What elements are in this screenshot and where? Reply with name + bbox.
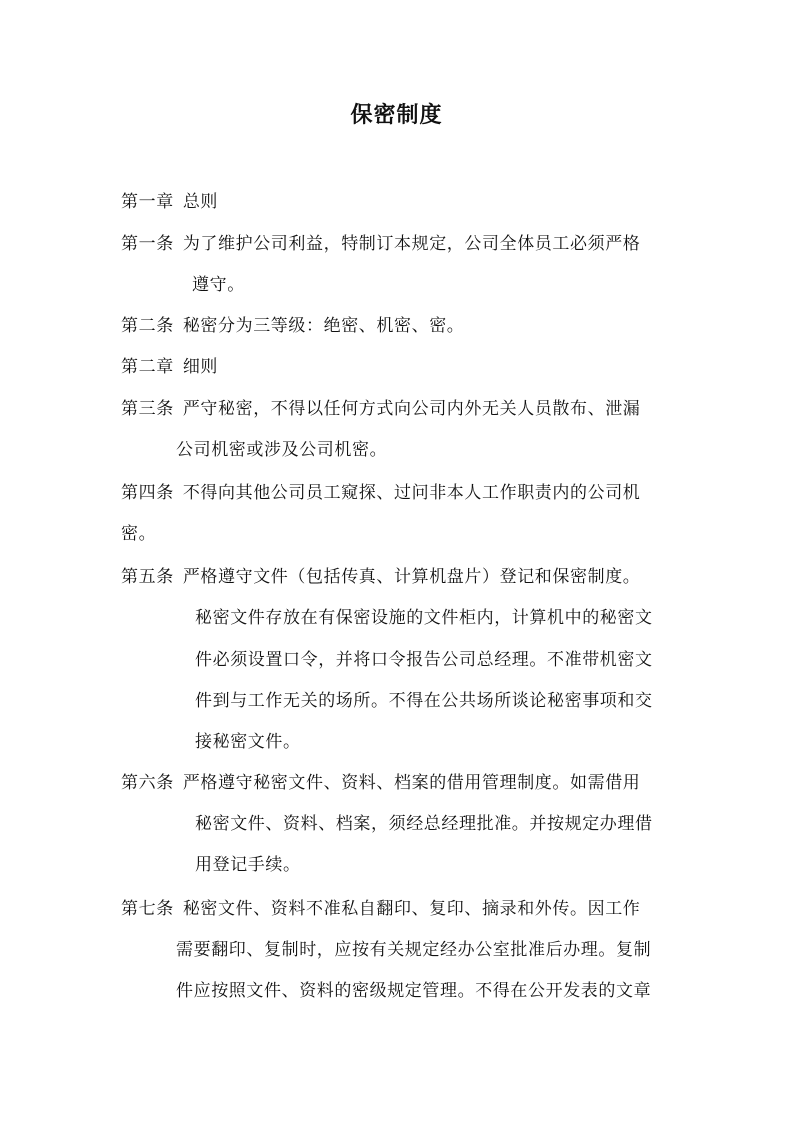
article-6-line-1	[121, 771, 640, 795]
article-text: 严格遵守文件（包括传真、计算机盘片）登记和保密制度。	[182, 567, 641, 587]
chapter-heading-1	[121, 190, 218, 214]
article-label: 第四条	[121, 483, 174, 503]
article-7-line-2: 需要翻印、复制时，应按有关规定经办公室批准后办理。复制	[176, 940, 652, 960]
article-text: 严格遵守秘密文件、资料、档案的借用管理制度。如需借用	[182, 773, 641, 793]
article-7-line-1	[121, 897, 640, 921]
article-text: 秘密文件、资料不准私自翻印、复印、摘录和外传。因工作	[182, 899, 641, 919]
article-text: 为了维护公司利益，特制订本规定，公司全体员工必须严格	[182, 234, 641, 254]
article-label: 第二条	[121, 316, 174, 336]
article-3-line-2: 公司机密或涉及公司机密。	[176, 440, 388, 460]
article-7-line-3: 件应按照文件、资料的密级规定管理。不得在公开发表的文章	[176, 981, 652, 1001]
article-1-line-2: 遵守。	[192, 275, 245, 295]
article-label: 第六条	[121, 773, 174, 793]
article-5-line-3: 件必须设置口令，并将口令报告公司总经理。不准带机密文	[195, 650, 653, 670]
article-label: 第一条	[121, 234, 174, 254]
article-label: 第三条	[121, 399, 174, 419]
article-label: 第七条	[121, 899, 174, 919]
chapter-name: 总则	[182, 192, 219, 212]
article-6-line-3: 用登记手续。	[195, 855, 301, 875]
article-text: 严守秘密，不得以任何方式向公司内外无关人员散布、泄漏	[182, 399, 641, 419]
article-5-line-2: 秘密文件存放在有保密设施的文件柜内，计算机中的秘密文	[195, 608, 653, 628]
document-title: 保密制度	[350, 103, 443, 128]
article-label: 第五条	[121, 567, 174, 587]
article-text: 不得向其他公司员工窥探、过问非本人工作职责内的公司机	[182, 483, 641, 503]
chapter-label: 第二章	[121, 357, 174, 377]
article-text: 秘密分为三等级：绝密、机密、密。	[182, 316, 465, 336]
article-6-line-2: 秘密文件、资料、档案，须经总经理批准。并按规定办理借	[195, 814, 653, 834]
article-4-line-2: 密。	[121, 524, 157, 544]
article-1-line-1	[121, 232, 640, 256]
chapter-name: 细则	[182, 357, 219, 377]
chapter-heading-2	[121, 355, 218, 379]
chapter-label: 第一章	[121, 192, 174, 212]
article-5-line-1	[121, 565, 640, 589]
article-5-line-5: 接秘密文件。	[195, 732, 301, 752]
article-4-line-1	[121, 481, 640, 505]
article-5-line-4: 件到与工作无关的场所。不得在公共场所谈论秘密事项和交	[195, 691, 653, 711]
article-2-line-1	[121, 314, 464, 338]
article-3-line-1	[121, 397, 640, 421]
